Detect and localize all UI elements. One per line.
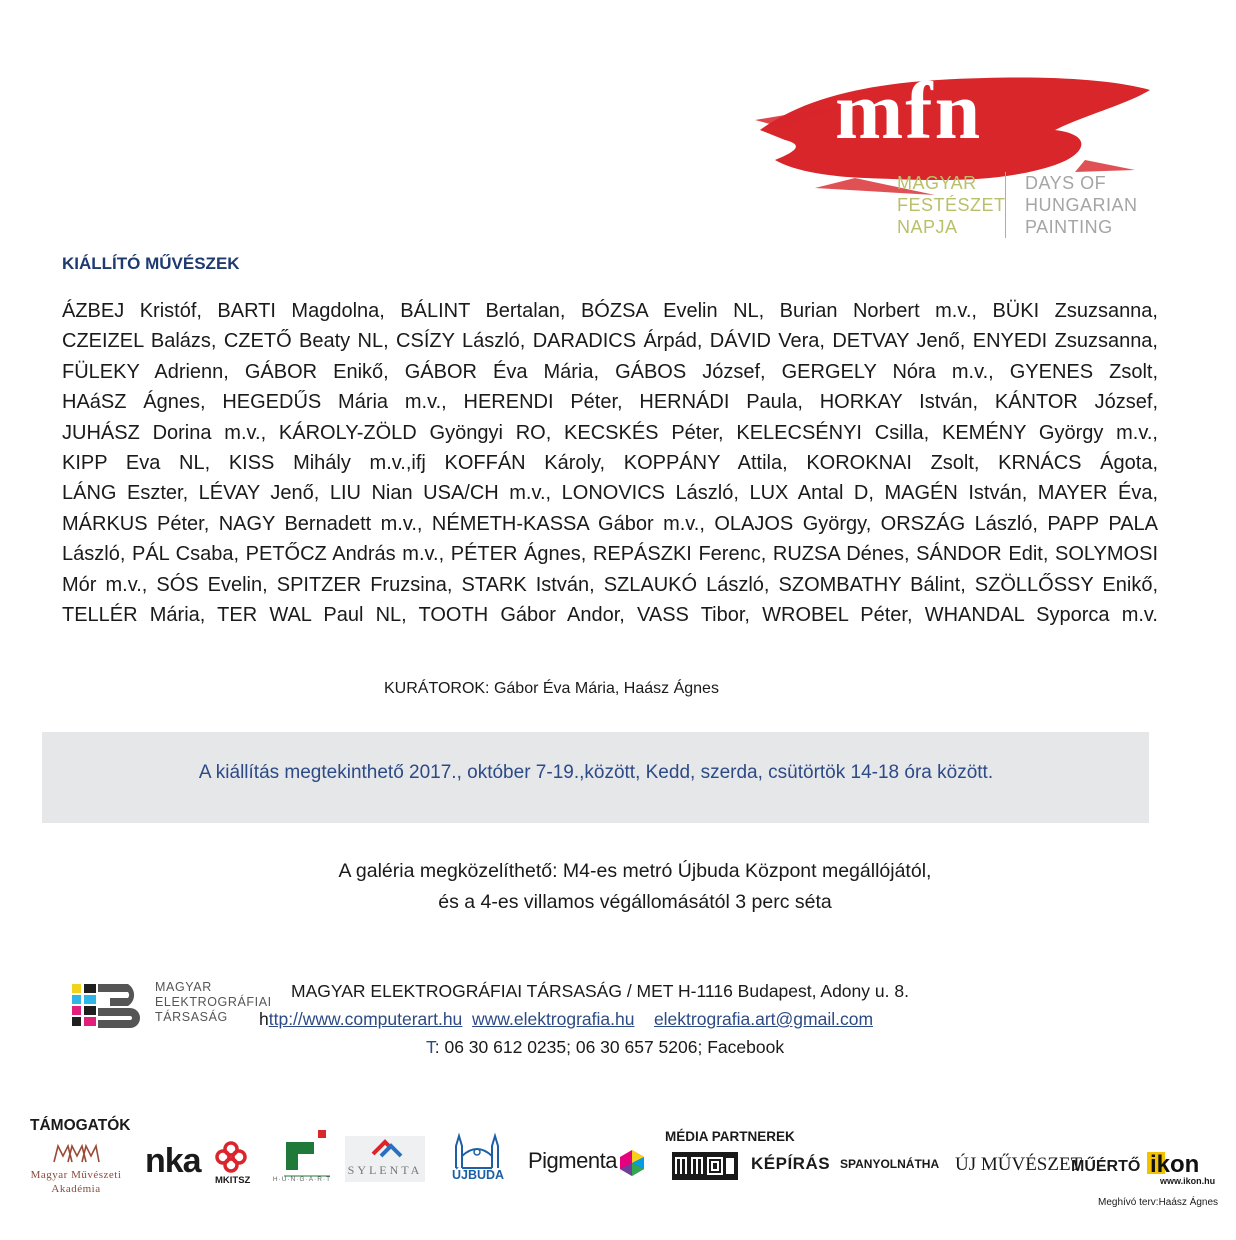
mma-line: Magyar Művészeti	[30, 1169, 122, 1181]
email-link[interactable]: elektrografia.art@gmail.com	[653, 1009, 874, 1029]
nka-logo: nka	[145, 1142, 201, 1180]
sylenta-icon	[345, 1136, 425, 1164]
artist-line: CZEIZEL Balázs, CZETŐ Beaty NL, CSÍZY László, DARADICS Árpád, DÁVID Vera, DETVAY Jenő, ENYEDI Zsuzsanna,	[62, 330, 1158, 353]
phone-prefix: T	[426, 1037, 435, 1057]
mma-logo-icon	[52, 1142, 100, 1164]
access-line-1: A galéria megközelíthető: M4-es metró Újbuda Központ megállójától,	[338, 860, 932, 882]
met-logo-text	[155, 980, 272, 1025]
logo-en-line: HUNGARIAN	[1025, 195, 1138, 215]
mkitsz-text: MKITSZ	[215, 1175, 251, 1186]
artist-line: TELLÉR Mária, TER WAL Paul NL, TOOTH Gábor Andor, VASS Tibor, WROBEL Péter, WHANDAL Syporca m.v.	[62, 604, 1158, 627]
kepiras-logo: KÉPÍRÁS	[751, 1154, 831, 1173]
opening-hours-text: A kiállítás megtekinthető 2017., október 7-19.,között, Kedd, szerda, csütörtök 14-18 óra között.	[198, 762, 994, 783]
met-links	[259, 1009, 873, 1030]
mmd-logo-icon	[672, 1152, 738, 1180]
media-partners-title: MÉDIA PARTNEREK	[665, 1129, 795, 1144]
logo-hu-line: NAPJA	[897, 217, 958, 237]
opening-hours-banner	[42, 732, 1149, 823]
artist-line: FÜLEKY Adrienn, GÁBOR Enikő, GÁBOR Éva Mária, GÁBOS József, GERGELY Nóra m.v., GYENES Zsolt,	[62, 360, 1158, 383]
sylenta-text: SYLENTA	[347, 1163, 423, 1177]
met-logo-line: ELEKTROGRÁFIAI	[155, 995, 272, 1009]
logo-en-line: DAYS OF	[1025, 173, 1107, 193]
mkitsz-icon	[214, 1140, 248, 1174]
ikon-url: www.ikon.hu	[1160, 1176, 1216, 1186]
met-logo-line: MAGYAR	[155, 980, 212, 994]
sponsors-title: TÁMOGATÓK	[30, 1117, 131, 1134]
design-credit: Meghívó terv:Haász Ágnes	[1098, 1197, 1219, 1208]
artist-line: László, PÁL Csaba, PETŐCZ András m.v., PÉTER Ágnes, REPÁSZKI Ferenc, RUZSA Dénes, SÁNDOR Edit, SOLYMOSI	[62, 543, 1158, 566]
artist-line: HAáSZ Ágnes, HEGEDŰS Mária m.v., HERENDI Péter, HERNÁDI Paula, HORKAY István, KÁNTOR József,	[62, 391, 1158, 414]
ujbuda-text: ÚJBUDA	[452, 1168, 505, 1182]
artist-line: ÁZBEJ Kristóf, BARTI Magdolna, BÁLINT Bertalan, BÓZSA Evelin NL, Burian Norbert m.v., BÜKI Zsuzsanna,	[62, 300, 1158, 322]
met-phone	[426, 1037, 784, 1058]
hungart-text: H·U·N·G·A·R·T	[272, 1176, 332, 1183]
hungart-logo-icon	[284, 1130, 330, 1180]
pigmenta-logo: Pigmenta	[528, 1148, 617, 1173]
logo-hungarian-text	[897, 172, 1006, 238]
artist-list	[62, 296, 1158, 630]
spanyolnatha-logo: SPANYOLNÁTHA	[840, 1157, 940, 1171]
ikon-wordmark: ikon	[1150, 1151, 1200, 1176]
ujbuda-church-icon	[448, 1132, 506, 1170]
curators-line: KURÁTOROK: Gábor Éva Mária, Haász Ágnes	[384, 680, 719, 697]
met-logo-line: TÁRSASÁG	[155, 1010, 228, 1024]
artist-line: LÁNG Eszter, LÉVAY Jenő, LIU Nian USA/CH m.v., LONOVICS László, LUX Antal D, MAGÉN István, MAYER Éva,	[62, 482, 1158, 505]
met-logo-icon	[70, 982, 144, 1032]
logo-hu-line: FESTÉSZET	[897, 195, 1006, 215]
mma-text	[22, 1168, 130, 1196]
ikon-logo-icon	[1147, 1150, 1211, 1176]
muerto-logo: MŰÉRTŐ	[1071, 1158, 1141, 1175]
logo-hu-line: MAGYAR	[897, 173, 977, 193]
exhibitors-heading: KIÁLLÍTÓ MŰVÉSZEK	[62, 254, 240, 273]
artist-line: KIPP Eva NL, KISS Mihály m.v.,ifj KOFFÁN Károly, KOPPÁNY Attila, KOROKNAI Zsolt, KRNÁCS Ágota,	[62, 452, 1158, 475]
uj-muveszet-logo: ÚJ MŰVÉSZET	[955, 1154, 1083, 1175]
access-directions	[0, 856, 1236, 918]
logo-en-line: PAINTING	[1025, 217, 1113, 237]
artist-line: MÁRKUS Péter, NAGY Bernadett m.v., NÉMETH-KASSA Gábor m.v., OLAJOS György, ORSZÁG László, PAPP PALA	[62, 512, 1158, 535]
logo-english-text	[1025, 172, 1138, 238]
link-prefix: h	[259, 1009, 269, 1029]
phone-numbers: : 06 30 612 0235; 06 30 657 5206; Facebook	[434, 1037, 785, 1057]
artist-line: JUHÁSZ Dorina m.v., KÁROLY-ZÖLD Gyöngyi RO, KECSKÉS Péter, KELECSÉNYI Csilla, KEMÉNY György m.v.,	[62, 421, 1158, 444]
artist-line: Mór m.v., SÓS Evelin, SPITZER Fruzsina, STARK István, SZLAUKÓ László, SZOMBATHY Bálint, SZÖLLŐSSY Enikő,	[62, 573, 1158, 596]
mma-line: Akadémia	[51, 1183, 101, 1195]
computerart-link[interactable]: ttp://www.computerart.hu	[268, 1009, 463, 1029]
elektrografia-link[interactable]: www.elektrografia.hu	[472, 1009, 635, 1029]
mfn-wordmark: mfn	[835, 65, 983, 156]
pigmenta-icon	[620, 1150, 644, 1176]
access-line-2: és a 4-es villamos végállomásától 3 perc séta	[438, 891, 832, 913]
met-address: MAGYAR ELEKTROGRÁFIAI TÁRSASÁG / MET H-1116 Budapest, Adony u. 8.	[291, 981, 909, 1001]
